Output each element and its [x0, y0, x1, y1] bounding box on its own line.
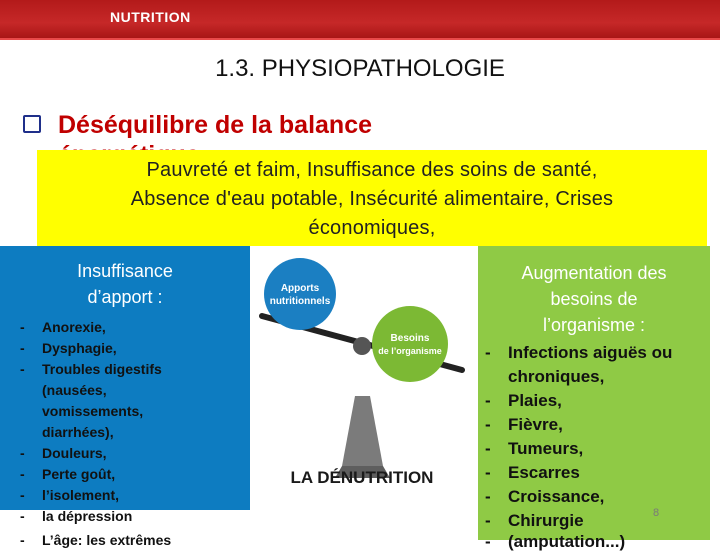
list-item: - Troubles digestifs: [20, 361, 162, 377]
list-item: - Perte goût,: [20, 466, 116, 482]
list-item: - Infections aiguës ou: [485, 343, 673, 362]
right-panel-title: [478, 260, 710, 338]
list-item: - l’isolement,: [20, 487, 120, 503]
section-heading: Déséquilibre de la balance: [58, 111, 373, 139]
section-label: NUTRITION: [110, 9, 191, 25]
list-item: - Tumeurs,: [485, 439, 584, 458]
left-panel-title-line: d’apport :: [87, 287, 163, 307]
list-item: - Chirurgie: [485, 511, 584, 530]
page-number: 8: [653, 507, 660, 519]
undernutrition-illustration: [250, 246, 478, 540]
left-panel-title-line: Insuffisance: [77, 261, 173, 281]
left-list-overflow: - L’âge: les extrêmes: [20, 532, 172, 548]
right-panel-list: [478, 341, 710, 533]
scale-balance-icon: [250, 246, 478, 540]
illustration-right-label: de l’organisme: [378, 346, 442, 356]
left-panel-list: [0, 317, 250, 527]
list-item: - Douleurs,: [20, 445, 107, 461]
list-item: (amputation...): [508, 532, 626, 551]
list-item: - Fièvre,: [485, 415, 563, 434]
list-item: chroniques,: [508, 367, 605, 386]
illustration-title: LA DÉNUTRITION: [290, 468, 434, 487]
right-panel-title-line: Augmentation des: [521, 263, 667, 283]
list-item: - Anorexie,: [20, 319, 106, 335]
right-panel-title-line: besoins de: [550, 289, 638, 309]
illustration-left-label: nutritionnels: [269, 296, 331, 307]
banner-line: Pauvreté et faim, Insuffisance des soins de santé,: [146, 159, 598, 181]
right-panel-title-line: l’organisme :: [542, 315, 646, 335]
page-title: 1.3. PHYSIOPATHOLOGIE: [215, 55, 505, 82]
list-item: (nausées,: [42, 382, 107, 398]
header-bar: [0, 0, 720, 40]
list-item: vomissements,: [42, 403, 144, 419]
right-list-overflow: - (amputation...): [485, 532, 626, 551]
list-item: L’âge: les extrêmes: [42, 532, 172, 548]
banner-line: économiques,: [308, 217, 436, 239]
list-item: - Plaies,: [485, 391, 562, 410]
checkbox-bullet-icon: [23, 115, 41, 133]
list-item: - Croissance,: [485, 487, 605, 506]
illustration-left-label: Apports: [280, 283, 320, 294]
illustration-right-label: Besoins: [390, 333, 430, 344]
left-panel-title: [0, 258, 250, 310]
banner-line: Absence d'eau potable, Insécurité alimentaire, Crises: [130, 188, 614, 210]
list-item: diarrhées),: [42, 424, 114, 440]
list-item: - Escarres: [485, 463, 580, 482]
list-item: - Dysphagie,: [20, 340, 117, 356]
list-item: - la dépression: [20, 508, 133, 524]
